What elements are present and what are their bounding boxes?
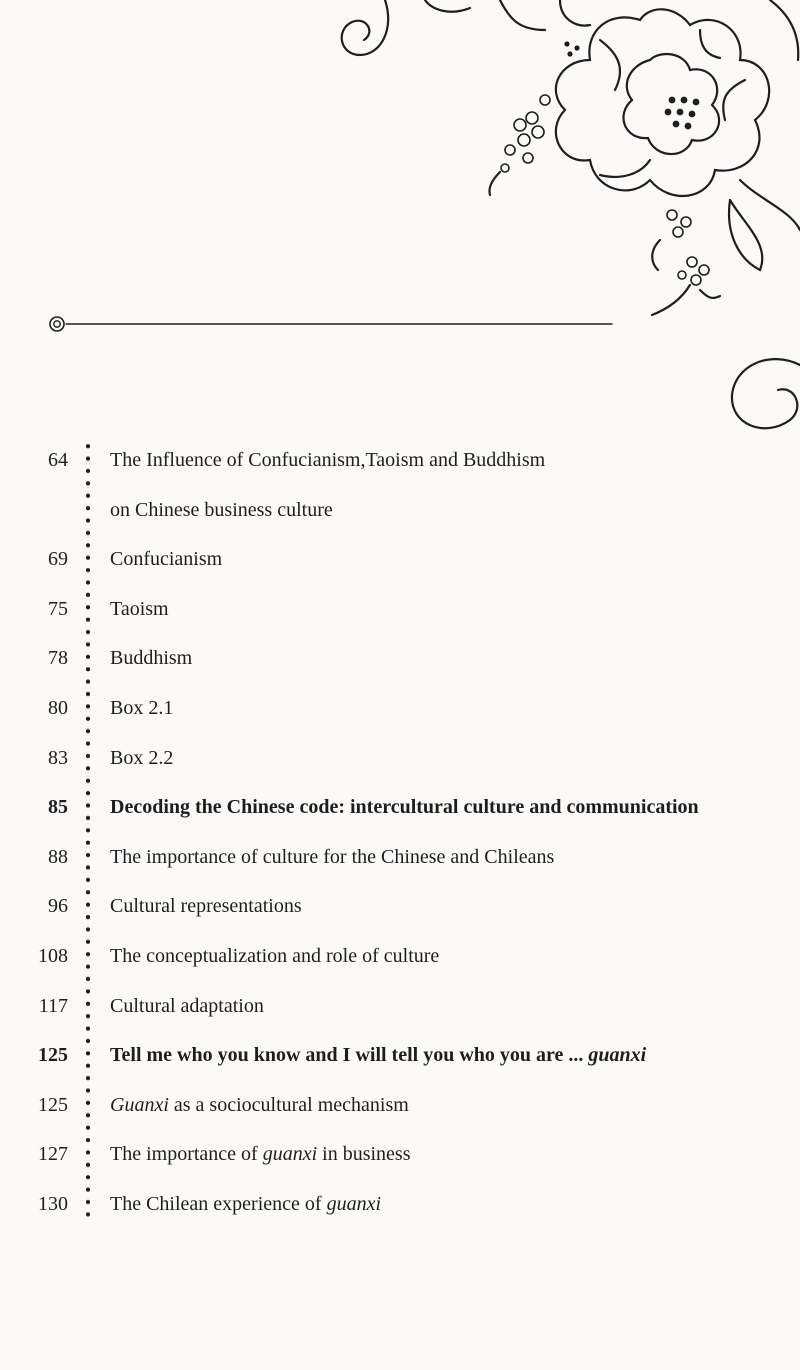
page-number: 69 [48, 548, 68, 571]
title-text: The importance of [110, 1143, 263, 1166]
title-italic: Guanxi [110, 1093, 169, 1116]
entry-title [110, 1042, 646, 1068]
entry-title: on Chinese business culture [110, 498, 333, 521]
toc-entry [0, 981, 800, 1031]
divider-circle [50, 317, 64, 331]
page-number: 88 [48, 845, 68, 868]
toc-entry [0, 1179, 800, 1229]
title-italic: guanxi [588, 1044, 647, 1067]
toc-entry [0, 733, 800, 783]
page-number: 80 [48, 696, 68, 719]
toc-section-heading [0, 782, 800, 832]
title-text: The Chilean experience of [110, 1192, 327, 1215]
toc-entry [0, 881, 800, 931]
scroll-swirl-top [342, 0, 388, 55]
toc-entry [0, 1129, 800, 1179]
toc-section-heading [0, 1030, 800, 1080]
toc-entry [0, 832, 800, 882]
entry-title [110, 1092, 409, 1118]
entry-title: Cultural adaptation [110, 994, 264, 1017]
page-number: 64 [48, 449, 68, 471]
title-italic: guanxi [326, 1192, 381, 1215]
toc-entry [0, 1080, 800, 1130]
page-number: 125 [38, 1044, 68, 1067]
toc-entry [0, 633, 800, 683]
page-number: 75 [48, 597, 68, 620]
entry-title: Buddhism [110, 647, 193, 670]
page-number: 96 [48, 895, 68, 918]
entry-title: The Influence of Confucianism,Taoism and Buddhism [110, 449, 546, 471]
entry-title: Cultural representations [110, 895, 302, 918]
page-number: 78 [48, 647, 68, 670]
floral-ornament [0, 0, 800, 440]
entry-title [110, 1141, 411, 1167]
title-text-tail: in business [317, 1143, 411, 1166]
entry-title: Box 2.2 [110, 746, 174, 769]
toc-entry [0, 931, 800, 981]
page-number: 117 [38, 994, 68, 1017]
toc-entry [0, 584, 800, 634]
page-number: 83 [48, 746, 68, 769]
entry-title: Decoding the Chinese code: intercultural culture and communication [110, 796, 699, 819]
toc-entry [0, 534, 800, 584]
page-number: 108 [38, 944, 68, 967]
entry-title: Confucianism [110, 548, 223, 571]
title-text: Tell me who you know and I will tell you who you are ... [110, 1044, 589, 1067]
toc-entry [0, 485, 800, 535]
scroll-swirl-right [732, 359, 800, 428]
entry-title: The conceptualization and role of culture [110, 944, 440, 967]
toc-entry [0, 683, 800, 733]
page-number: 125 [38, 1093, 68, 1116]
page-number: 127 [38, 1143, 68, 1166]
page-number: 85 [48, 796, 68, 819]
entry-title [110, 1191, 381, 1217]
peony-flower [500, 0, 800, 270]
title-text: as a sociocultural mechanism [168, 1093, 409, 1116]
flower-centre-dots [564, 41, 699, 129]
title-italic: guanxi [262, 1143, 318, 1166]
toc-entry [0, 435, 800, 485]
entry-title: Box 2.1 [110, 696, 174, 719]
page-number: 130 [38, 1192, 68, 1215]
entry-title: Taoism [110, 597, 169, 620]
table-of-contents [0, 435, 800, 1229]
entry-title: The importance of culture for the Chinese and Chileans [110, 845, 555, 868]
